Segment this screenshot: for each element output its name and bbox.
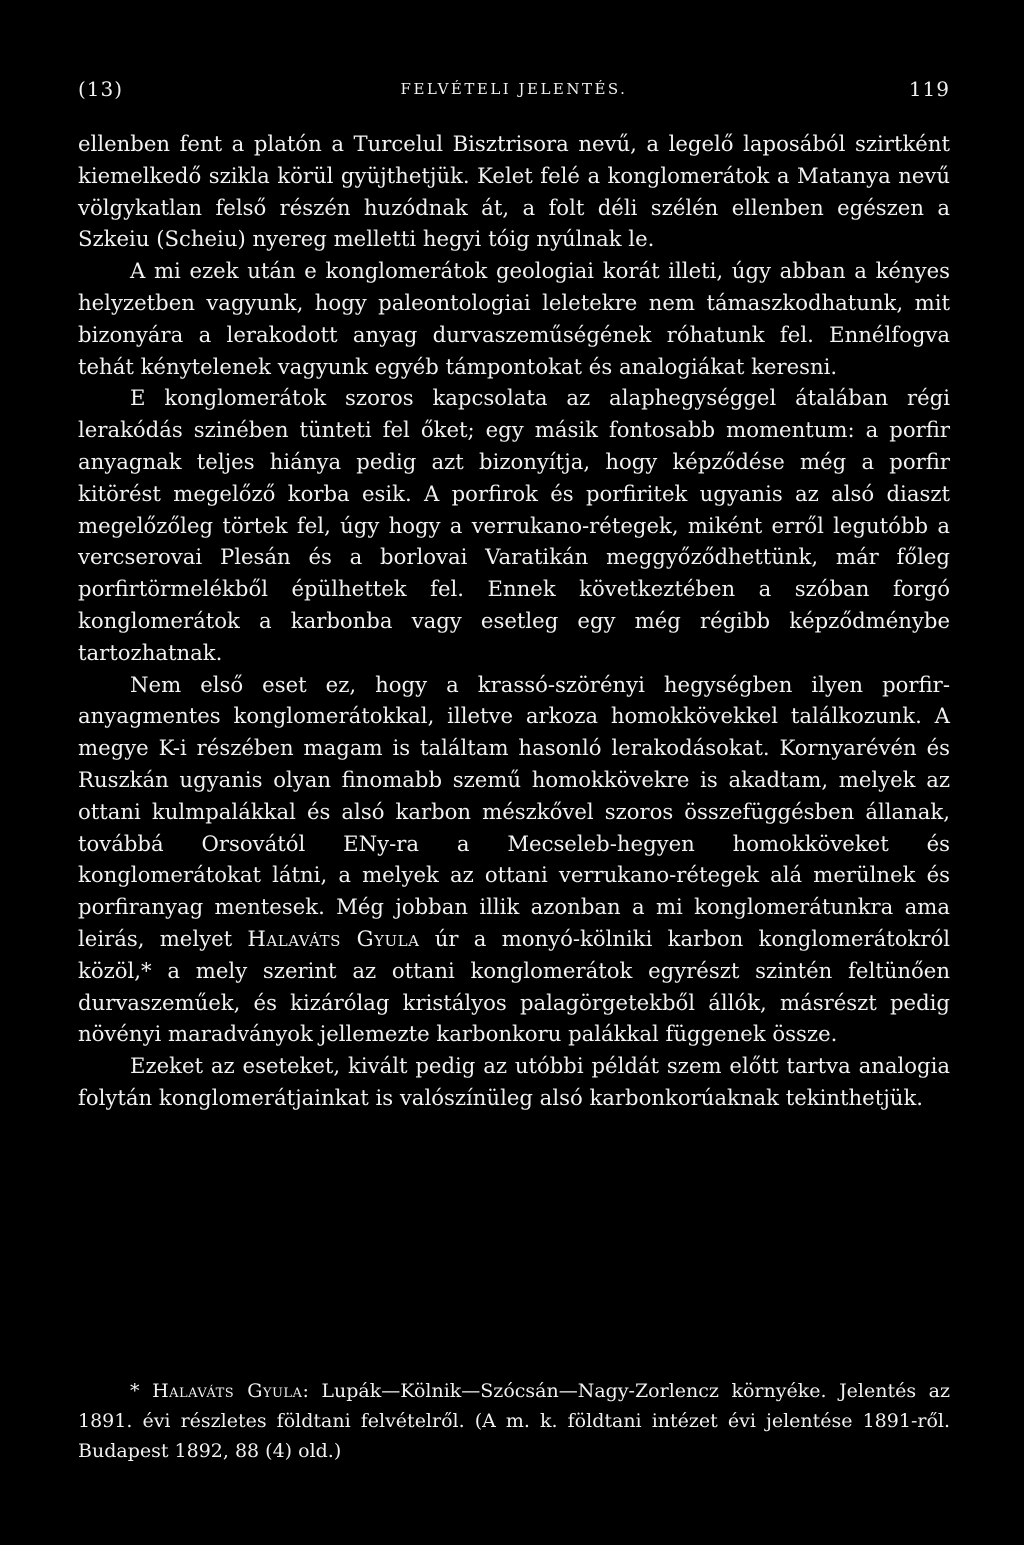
cited-author: Halaváts Gyula	[247, 925, 420, 951]
paragraph-4	[78, 669, 950, 1051]
body-text	[78, 128, 950, 1114]
footnote	[78, 1376, 950, 1466]
running-head	[78, 74, 950, 104]
paragraph-2: A mi ezek után e konglomerátok geologiai korát illeti, úgy abban a kényes helyzetben vagyunk, hogy paleontologiai leletekre nem támaszkodhatunk, mit bizonyára a lerakodott anyag durvaszeműségének róhatunk fel. Ennélfogva tehát kénytelenek vagyunk egyéb támpontokat és analogiákat keresni.	[78, 258, 950, 379]
paragraph-3: E konglomerátok szoros kapcsolata az alaphegységgel átalában régi lerakódás szinében tünteti fel őket; egy másik fontosabb momentum: a porfir anyagnak teljes hiánya pedig azt bizonyítja, hogy képződése még a porfir kitörést megelőző korba esik. A porfirok és porfiritek ugyanis az alsó diaszt megelőzőleg törtek fel, úgy hogy a verrukano-rétegek, miként erről legutóbb a vercserovai Plesán és a borlovai Varatikán meggyőződhettünk, már főleg porfirtörmelékből épülhettek fel. Ennek következtében a szóban forgó konglomerátok a karbonba vagy esetleg egy még régibb képződménybe tartozhatnak.	[78, 385, 950, 665]
footnote-marker: *	[130, 1380, 140, 1402]
paragraph-1: ellenben fent a platón a Turcelul Bisztrisora nevű, a legelő laposából szirtként kiemelkedő szikla körül gyüjthetjük. Kelet felé a konglomerátok a Matanya nevű völgykatlan felső részén huzódnak át, a folt déli szélén ellenben egészen a Szkeiu (Scheiu) nyereg melletti hegyi tóig nyúlnak le.	[78, 131, 950, 252]
page-label: (13)	[78, 77, 124, 101]
page-number: 119	[908, 77, 950, 101]
footnote-author: Halaváts Gyula	[152, 1380, 303, 1402]
running-title: FELVÉTELI JELENTÉS.	[400, 80, 628, 98]
footnote-text	[78, 1376, 950, 1466]
paragraph-5: Ezeket az eseteket, kivált pedig az utóbbi példát szem előtt tartva analogia folytán konglomerátjainkat is valószínüleg alsó karbonkorúaknak tekinthetjük.	[78, 1053, 950, 1110]
paragraph-4-text-before: Nem első eset ez, hogy a krassó-szörényi hegységben ilyen porfiranyagmentes konglomerátokkal, illetve arkoza homokkövekkel találkozunk. A megye K-i részében magam is találtam hasonló lerakodásokat. Kornyarévén és Ruszkán ugyanis olyan finomabb szemű homokkövekre is akadtam, melyek az ottani kulmpalákkal és alsó karbon mészkővel szoros összefüggésben állanak, továbbá Orsovától ENy-ra a Mecseleb-hegyen homokköveket és konglomerátokat látni, a melyek az ottani verrukano-rétegek alá merülnek és porfiranyag mentesek. Még jobban illik azonban a mi konglomerátunkra ama leirás, melyet	[78, 671, 950, 951]
paragraph-4-text-after: úr a monyó-kölniki karbon konglomerátokról közöl,* a mely szerint az ottani konglomerátok egyrészt szintén feltünően durvaszeműek, és kizárólag kristályos palagörgetekből állók, másrészt pedig növényi maradványok jellemezte karbonkoru palákkal függenek össze.	[78, 925, 950, 1047]
footnote-body: : Lupák—Kölnik—Szócsán—Nagy-Zorlencz környéke. Jelentés az 1891. évi részletes földtani felvételről. (A m. k. földtani intézet évi jelentése 1891-ről. Budapest 1892, 88 (4) old.)	[78, 1380, 951, 1462]
document-page	[78, 0, 950, 1545]
